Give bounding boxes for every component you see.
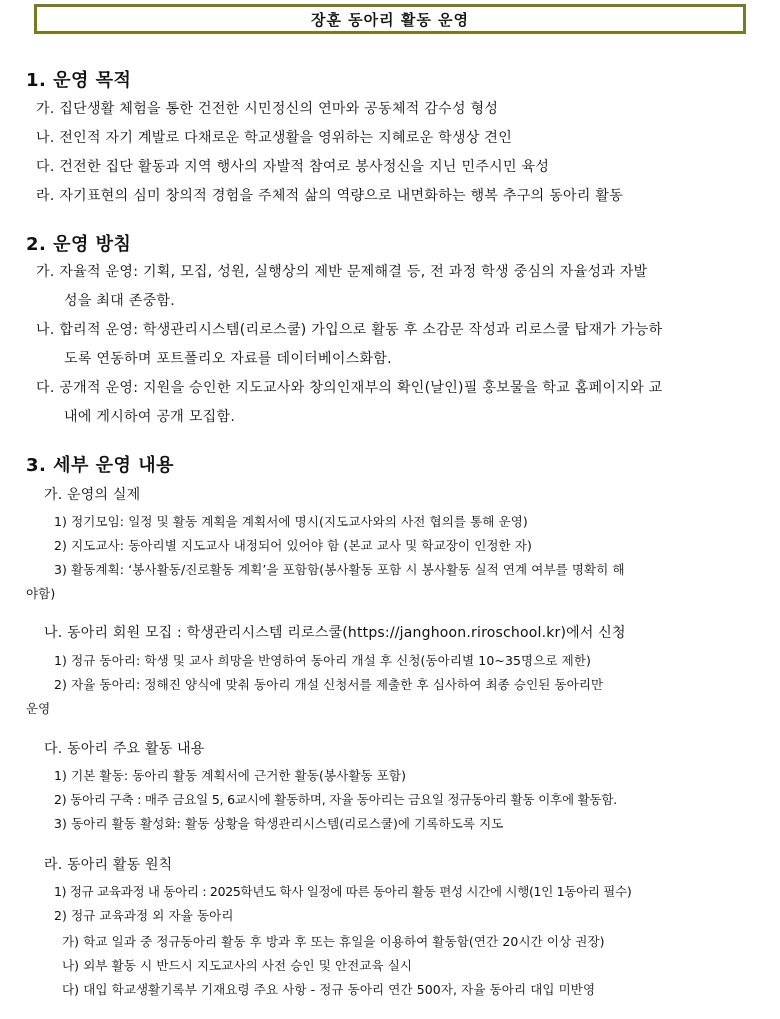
ra-item-2-da: 다) 대입 학교생활기록부 기재요령 주요 사항 - 정규 동아리 연간 500자, 자율 동아리 대입 미반영 [62, 982, 596, 997]
policy-na-line1: 나. 합리적 운영: 학생관리시스템(리로스쿨) 가입으로 활동 후 소감문 작성과 리로스쿨 탑재가 가능하 [36, 322, 663, 338]
policy-ga-line2: 성을 최대 존중함. [64, 293, 176, 309]
section-2-heading: 2. 운영 방침 [26, 234, 132, 255]
purpose-item-da: 다. 건전한 집단 활동과 지역 행사의 자발적 참여로 봉사정신을 지닌 민주시민 육성 [36, 159, 550, 175]
section-3-heading: 3. 세부 운영 내용 [26, 455, 174, 476]
purpose-item-na: 나. 전인적 자기 계발로 다채로운 학교생활을 영위하는 지혜로운 학생상 견인 [36, 130, 513, 146]
na-item-2-line1: 2) 자율 동아리: 정해진 양식에 맞춰 동아리 개설 신청서를 제출한 후 심사하여 최종 승인된 동아리만 [54, 677, 604, 692]
section-1-heading: 1. 운영 목적 [26, 70, 132, 91]
document-title-box [34, 4, 746, 34]
purpose-item-ra: 라. 자기표현의 심미 창의적 경험을 주체적 삶의 역량으로 내면화하는 행복 추구의 동아리 활동 [36, 188, 624, 204]
ra-item-1: 1) 정규 교육과정 내 동아리 : 2025학년도 학사 일정에 따른 동아리 활동 편성 시간에 시행(1인 1동아리 필수) [54, 884, 632, 899]
da-item-2: 2) 동아리 구축 : 매주 금요일 5, 6교시에 활동하며, 자율 동아리는 금요일 정규동아리 활동 이후에 활동함. [54, 792, 617, 807]
subsection-ga-title: 가. 운영의 실제 [44, 487, 141, 503]
purpose-item-ga: 가. 집단생활 체험을 통한 건전한 시민정신의 연마와 공동체적 감수성 형성 [36, 101, 499, 117]
policy-ga-line1: 가. 자율적 운영: 기획, 모집, 성원, 실행상의 제반 문제해결 등, 전 과정 학생 중심의 자율성과 자발 [36, 264, 648, 280]
policy-na-line2: 도록 연동하며 포트폴리오 자료를 데이터베이스화함. [64, 351, 392, 367]
policy-da-line2: 내에 게시하여 공개 모집함. [64, 409, 236, 425]
subsection-na-title: 나. 동아리 회원 모집 : 학생관리시스템 리로스쿨(https://janghoon.riroschool.kr)에서 신청 [44, 625, 626, 641]
ga-item-2: 2) 지도교사: 동아리별 지도교사 내정되어 있어야 함 (본교 교사 및 학교장이 인정한 자) [54, 538, 532, 553]
subsection-da-title: 다. 동아리 주요 활동 내용 [44, 741, 205, 757]
subsection-ra-title: 라. 동아리 활동 원칙 [44, 857, 173, 873]
na-item-1: 1) 정규 동아리: 학생 및 교사 희망을 반영하여 동아리 개설 후 신청(동아리별 10~35명으로 제한) [54, 653, 591, 668]
ra-item-2: 2) 정규 교육과정 외 자율 동아리 [54, 908, 234, 923]
policy-da-line1: 다. 공개적 운영: 지원을 승인한 지도교사와 창의인재부의 확인(날인)필 홍보물을 학교 홈페이지와 교 [36, 380, 663, 396]
ra-item-2-na: 나) 외부 활동 시 반드시 지도교사의 사전 승인 및 안전교육 실시 [62, 958, 413, 973]
da-item-3: 3) 동아리 활동 활성화: 활동 상황을 학생관리시스템(리로스쿨)에 기록하도록 지도 [54, 816, 504, 831]
ga-item-1: 1) 정기모임: 일정 및 활동 계획을 계획서에 명시(지도교사와의 사전 협의를 통해 운영) [54, 514, 528, 529]
na-item-2-line2: 운영 [26, 701, 51, 716]
ra-item-2-ga: 가) 학교 일과 중 정규동아리 활동 후 방과 후 또는 휴일을 이용하여 활동함(연간 20시간 이상 권장) [62, 934, 605, 949]
ga-item-3-line1: 3) 활동계획: ‘봉사활동/진로활동 계획’을 포함함(봉사활동 포함 시 봉사활동 실적 연계 여부를 명확히 해 [54, 562, 625, 577]
document-title: 장훈 동아리 활동 운영 [310, 10, 470, 29]
da-item-1: 1) 기본 활동: 동아리 활동 계획서에 근거한 활동(봉사활동 포함) [54, 768, 407, 783]
ga-item-3-line2: 야함) [26, 586, 56, 601]
